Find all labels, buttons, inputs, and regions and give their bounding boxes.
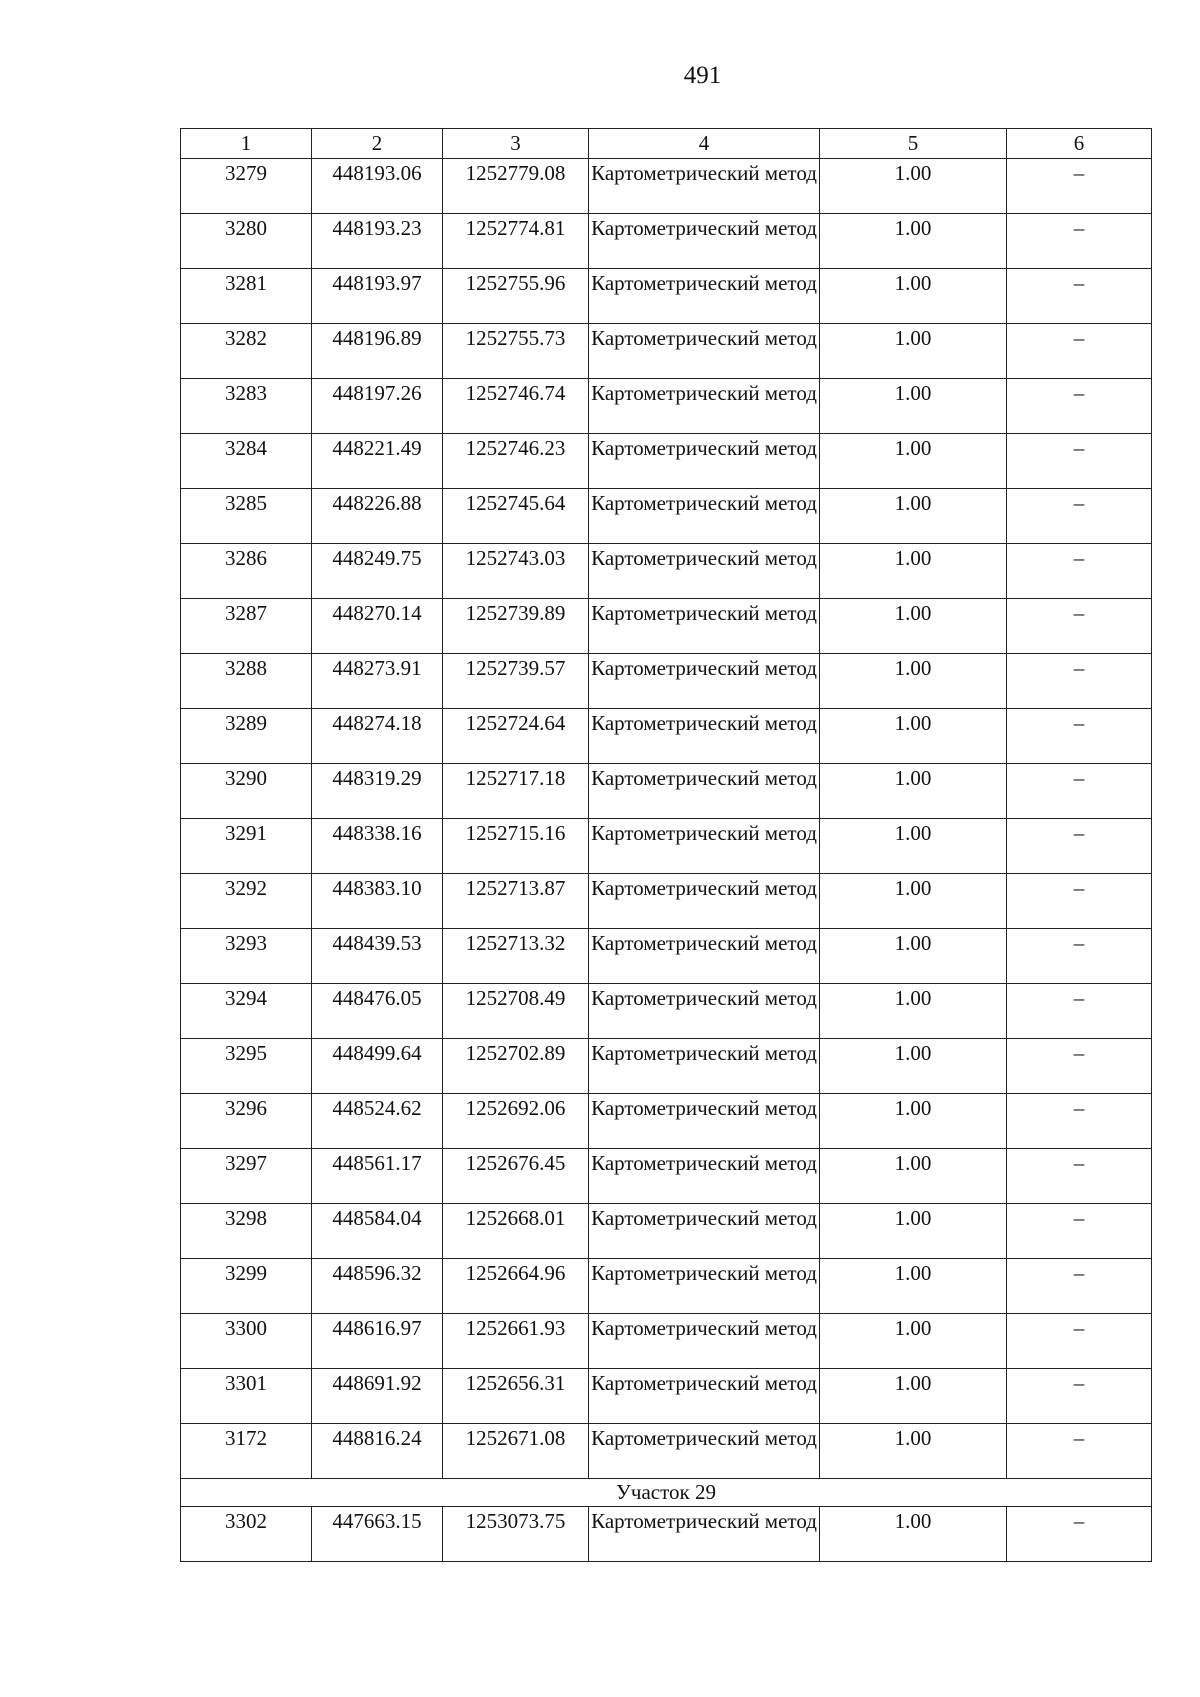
table-row (181, 1094, 1152, 1149)
note-cell: – (1007, 1204, 1152, 1259)
note-cell: – (1007, 1039, 1152, 1094)
accuracy-cell: 1.00 (820, 489, 1007, 544)
table-row (181, 544, 1152, 599)
point-number-cell: 3296 (181, 1094, 312, 1149)
x-coordinate-cell: 448816.24 (312, 1424, 443, 1479)
method-cell: Картометрический метод (589, 654, 820, 709)
method-cell: Картометрический метод (589, 434, 820, 489)
x-coordinate-cell: 448584.04 (312, 1204, 443, 1259)
y-coordinate-cell: 1252774.81 (443, 214, 589, 269)
y-coordinate-cell: 1252715.16 (443, 819, 589, 874)
table-row (181, 489, 1152, 544)
note-cell: – (1007, 1314, 1152, 1369)
point-number-cell: 3291 (181, 819, 312, 874)
page-number: 491 (683, 62, 722, 89)
x-coordinate-cell: 448193.23 (312, 214, 443, 269)
x-coordinate-cell: 448561.17 (312, 1149, 443, 1204)
point-number-cell: 3284 (181, 434, 312, 489)
method-cell: Картометрический метод (589, 1094, 820, 1149)
point-number-cell: 3283 (181, 379, 312, 434)
table-row (181, 929, 1152, 984)
point-number-cell: 3279 (181, 159, 312, 214)
x-coordinate-cell: 448499.64 (312, 1039, 443, 1094)
accuracy-cell: 1.00 (820, 599, 1007, 654)
table-row (181, 159, 1152, 214)
x-coordinate-cell: 448197.26 (312, 379, 443, 434)
point-number-cell: 3172 (181, 1424, 312, 1479)
y-coordinate-cell: 1252739.89 (443, 599, 589, 654)
y-coordinate-cell: 1252743.03 (443, 544, 589, 599)
point-number-cell: 3301 (181, 1369, 312, 1424)
method-cell: Картометрический метод (589, 764, 820, 819)
note-cell: – (1007, 599, 1152, 654)
method-cell: Картометрический метод (589, 819, 820, 874)
y-coordinate-cell: 1252668.01 (443, 1204, 589, 1259)
accuracy-cell: 1.00 (820, 434, 1007, 489)
accuracy-cell: 1.00 (820, 544, 1007, 599)
accuracy-cell: 1.00 (820, 874, 1007, 929)
table-row (181, 324, 1152, 379)
table-row (181, 984, 1152, 1039)
x-coordinate-cell: 448616.97 (312, 1314, 443, 1369)
point-number-cell: 3302 (181, 1507, 312, 1562)
x-coordinate-cell: 448221.49 (312, 434, 443, 489)
method-cell: Картометрический метод (589, 1039, 820, 1094)
table-row (181, 874, 1152, 929)
point-number-cell: 3299 (181, 1259, 312, 1314)
x-coordinate-cell: 448196.89 (312, 324, 443, 379)
x-coordinate-cell: 448193.97 (312, 269, 443, 324)
table-row (181, 764, 1152, 819)
accuracy-cell: 1.00 (820, 214, 1007, 269)
note-cell: – (1007, 819, 1152, 874)
method-cell: Картометрический метод (589, 599, 820, 654)
table-row (181, 654, 1152, 709)
table-row (181, 819, 1152, 874)
y-coordinate-cell: 1252779.08 (443, 159, 589, 214)
table-row (181, 1424, 1152, 1479)
point-number-cell: 3282 (181, 324, 312, 379)
y-coordinate-cell: 1252713.87 (443, 874, 589, 929)
x-coordinate-cell: 448226.88 (312, 489, 443, 544)
note-cell: – (1007, 984, 1152, 1039)
y-coordinate-cell: 1252724.64 (443, 709, 589, 764)
y-coordinate-cell: 1252755.73 (443, 324, 589, 379)
accuracy-cell: 1.00 (820, 709, 1007, 764)
table-row (181, 214, 1152, 269)
y-coordinate-cell: 1253073.75 (443, 1507, 589, 1562)
section-title: Участок 29 (181, 1479, 1152, 1507)
method-cell: Картометрический метод (589, 1507, 820, 1562)
note-cell: – (1007, 1424, 1152, 1479)
table-row (181, 269, 1152, 324)
x-coordinate-cell: 448691.92 (312, 1369, 443, 1424)
x-coordinate-cell: 448193.06 (312, 159, 443, 214)
table-row (181, 1507, 1152, 1562)
method-cell: Картометрический метод (589, 929, 820, 984)
accuracy-cell: 1.00 (820, 379, 1007, 434)
table-row (181, 1259, 1152, 1314)
method-cell: Картометрический метод (589, 874, 820, 929)
table-row (181, 434, 1152, 489)
point-number-cell: 3288 (181, 654, 312, 709)
accuracy-cell: 1.00 (820, 1204, 1007, 1259)
column-header: 2 (312, 129, 443, 159)
y-coordinate-cell: 1252661.93 (443, 1314, 589, 1369)
y-coordinate-cell: 1252702.89 (443, 1039, 589, 1094)
column-header: 6 (1007, 129, 1152, 159)
note-cell: – (1007, 874, 1152, 929)
accuracy-cell: 1.00 (820, 1507, 1007, 1562)
note-cell: – (1007, 269, 1152, 324)
table-row (181, 379, 1152, 434)
point-number-cell: 3286 (181, 544, 312, 599)
x-coordinate-cell: 448596.32 (312, 1259, 443, 1314)
method-cell: Картометрический метод (589, 489, 820, 544)
accuracy-cell: 1.00 (820, 819, 1007, 874)
method-cell: Картометрический метод (589, 379, 820, 434)
accuracy-cell: 1.00 (820, 1424, 1007, 1479)
y-coordinate-cell: 1252746.23 (443, 434, 589, 489)
accuracy-cell: 1.00 (820, 1149, 1007, 1204)
note-cell: – (1007, 654, 1152, 709)
x-coordinate-cell: 448524.62 (312, 1094, 443, 1149)
x-coordinate-cell: 448383.10 (312, 874, 443, 929)
y-coordinate-cell: 1252656.31 (443, 1369, 589, 1424)
x-coordinate-cell: 448338.16 (312, 819, 443, 874)
point-number-cell: 3293 (181, 929, 312, 984)
method-cell: Картометрический метод (589, 1259, 820, 1314)
method-cell: Картометрический метод (589, 984, 820, 1039)
x-coordinate-cell: 448249.75 (312, 544, 443, 599)
accuracy-cell: 1.00 (820, 1039, 1007, 1094)
y-coordinate-cell: 1252708.49 (443, 984, 589, 1039)
accuracy-cell: 1.00 (820, 269, 1007, 324)
method-cell: Картометрический метод (589, 269, 820, 324)
point-number-cell: 3292 (181, 874, 312, 929)
y-coordinate-cell: 1252671.08 (443, 1424, 589, 1479)
x-coordinate-cell: 448274.18 (312, 709, 443, 764)
table-row (181, 709, 1152, 764)
note-cell: – (1007, 1259, 1152, 1314)
table-row (181, 1039, 1152, 1094)
table-body (181, 129, 1152, 1562)
note-cell: – (1007, 489, 1152, 544)
method-cell: Картометрический метод (589, 1314, 820, 1369)
column-header: 1 (181, 129, 312, 159)
note-cell: – (1007, 324, 1152, 379)
table-row (181, 599, 1152, 654)
column-header: 5 (820, 129, 1007, 159)
y-coordinate-cell: 1252676.45 (443, 1149, 589, 1204)
x-coordinate-cell: 448270.14 (312, 599, 443, 654)
accuracy-cell: 1.00 (820, 1259, 1007, 1314)
note-cell: – (1007, 1094, 1152, 1149)
y-coordinate-cell: 1252713.32 (443, 929, 589, 984)
note-cell: – (1007, 379, 1152, 434)
note-cell: – (1007, 1507, 1152, 1562)
x-coordinate-cell: 448319.29 (312, 764, 443, 819)
accuracy-cell: 1.00 (820, 1314, 1007, 1369)
y-coordinate-cell: 1252739.57 (443, 654, 589, 709)
point-number-cell: 3289 (181, 709, 312, 764)
accuracy-cell: 1.00 (820, 654, 1007, 709)
note-cell: – (1007, 709, 1152, 764)
point-number-cell: 3290 (181, 764, 312, 819)
point-number-cell: 3280 (181, 214, 312, 269)
point-number-cell: 3297 (181, 1149, 312, 1204)
note-cell: – (1007, 214, 1152, 269)
x-coordinate-cell: 447663.15 (312, 1507, 443, 1562)
point-number-cell: 3298 (181, 1204, 312, 1259)
x-coordinate-cell: 448476.05 (312, 984, 443, 1039)
accuracy-cell: 1.00 (820, 324, 1007, 379)
accuracy-cell: 1.00 (820, 159, 1007, 214)
y-coordinate-cell: 1252746.74 (443, 379, 589, 434)
y-coordinate-cell: 1252755.96 (443, 269, 589, 324)
y-coordinate-cell: 1252692.06 (443, 1094, 589, 1149)
coordinates-table (180, 128, 1152, 1562)
note-cell: – (1007, 1149, 1152, 1204)
method-cell: Картометрический метод (589, 1369, 820, 1424)
table-row (181, 1369, 1152, 1424)
table-row (181, 1149, 1152, 1204)
table-row (181, 1204, 1152, 1259)
column-header: 4 (589, 129, 820, 159)
y-coordinate-cell: 1252664.96 (443, 1259, 589, 1314)
method-cell: Картометрический метод (589, 1204, 820, 1259)
x-coordinate-cell: 448273.91 (312, 654, 443, 709)
method-cell: Картометрический метод (589, 159, 820, 214)
note-cell: – (1007, 434, 1152, 489)
point-number-cell: 3295 (181, 1039, 312, 1094)
y-coordinate-cell: 1252717.18 (443, 764, 589, 819)
accuracy-cell: 1.00 (820, 984, 1007, 1039)
point-number-cell: 3281 (181, 269, 312, 324)
accuracy-cell: 1.00 (820, 1369, 1007, 1424)
column-number-row (181, 129, 1152, 159)
method-cell: Картометрический метод (589, 709, 820, 764)
point-number-cell: 3294 (181, 984, 312, 1039)
note-cell: – (1007, 544, 1152, 599)
point-number-cell: 3285 (181, 489, 312, 544)
note-cell: – (1007, 1369, 1152, 1424)
y-coordinate-cell: 1252745.64 (443, 489, 589, 544)
accuracy-cell: 1.00 (820, 929, 1007, 984)
column-header: 3 (443, 129, 589, 159)
point-number-cell: 3300 (181, 1314, 312, 1369)
method-cell: Картометрический метод (589, 1149, 820, 1204)
accuracy-cell: 1.00 (820, 1094, 1007, 1149)
table-row (181, 1314, 1152, 1369)
method-cell: Картометрический метод (589, 324, 820, 379)
section-row (181, 1479, 1152, 1507)
method-cell: Картометрический метод (589, 544, 820, 599)
x-coordinate-cell: 448439.53 (312, 929, 443, 984)
accuracy-cell: 1.00 (820, 764, 1007, 819)
note-cell: – (1007, 764, 1152, 819)
method-cell: Картометрический метод (589, 1424, 820, 1479)
note-cell: – (1007, 929, 1152, 984)
note-cell: – (1007, 159, 1152, 214)
point-number-cell: 3287 (181, 599, 312, 654)
method-cell: Картометрический метод (589, 214, 820, 269)
